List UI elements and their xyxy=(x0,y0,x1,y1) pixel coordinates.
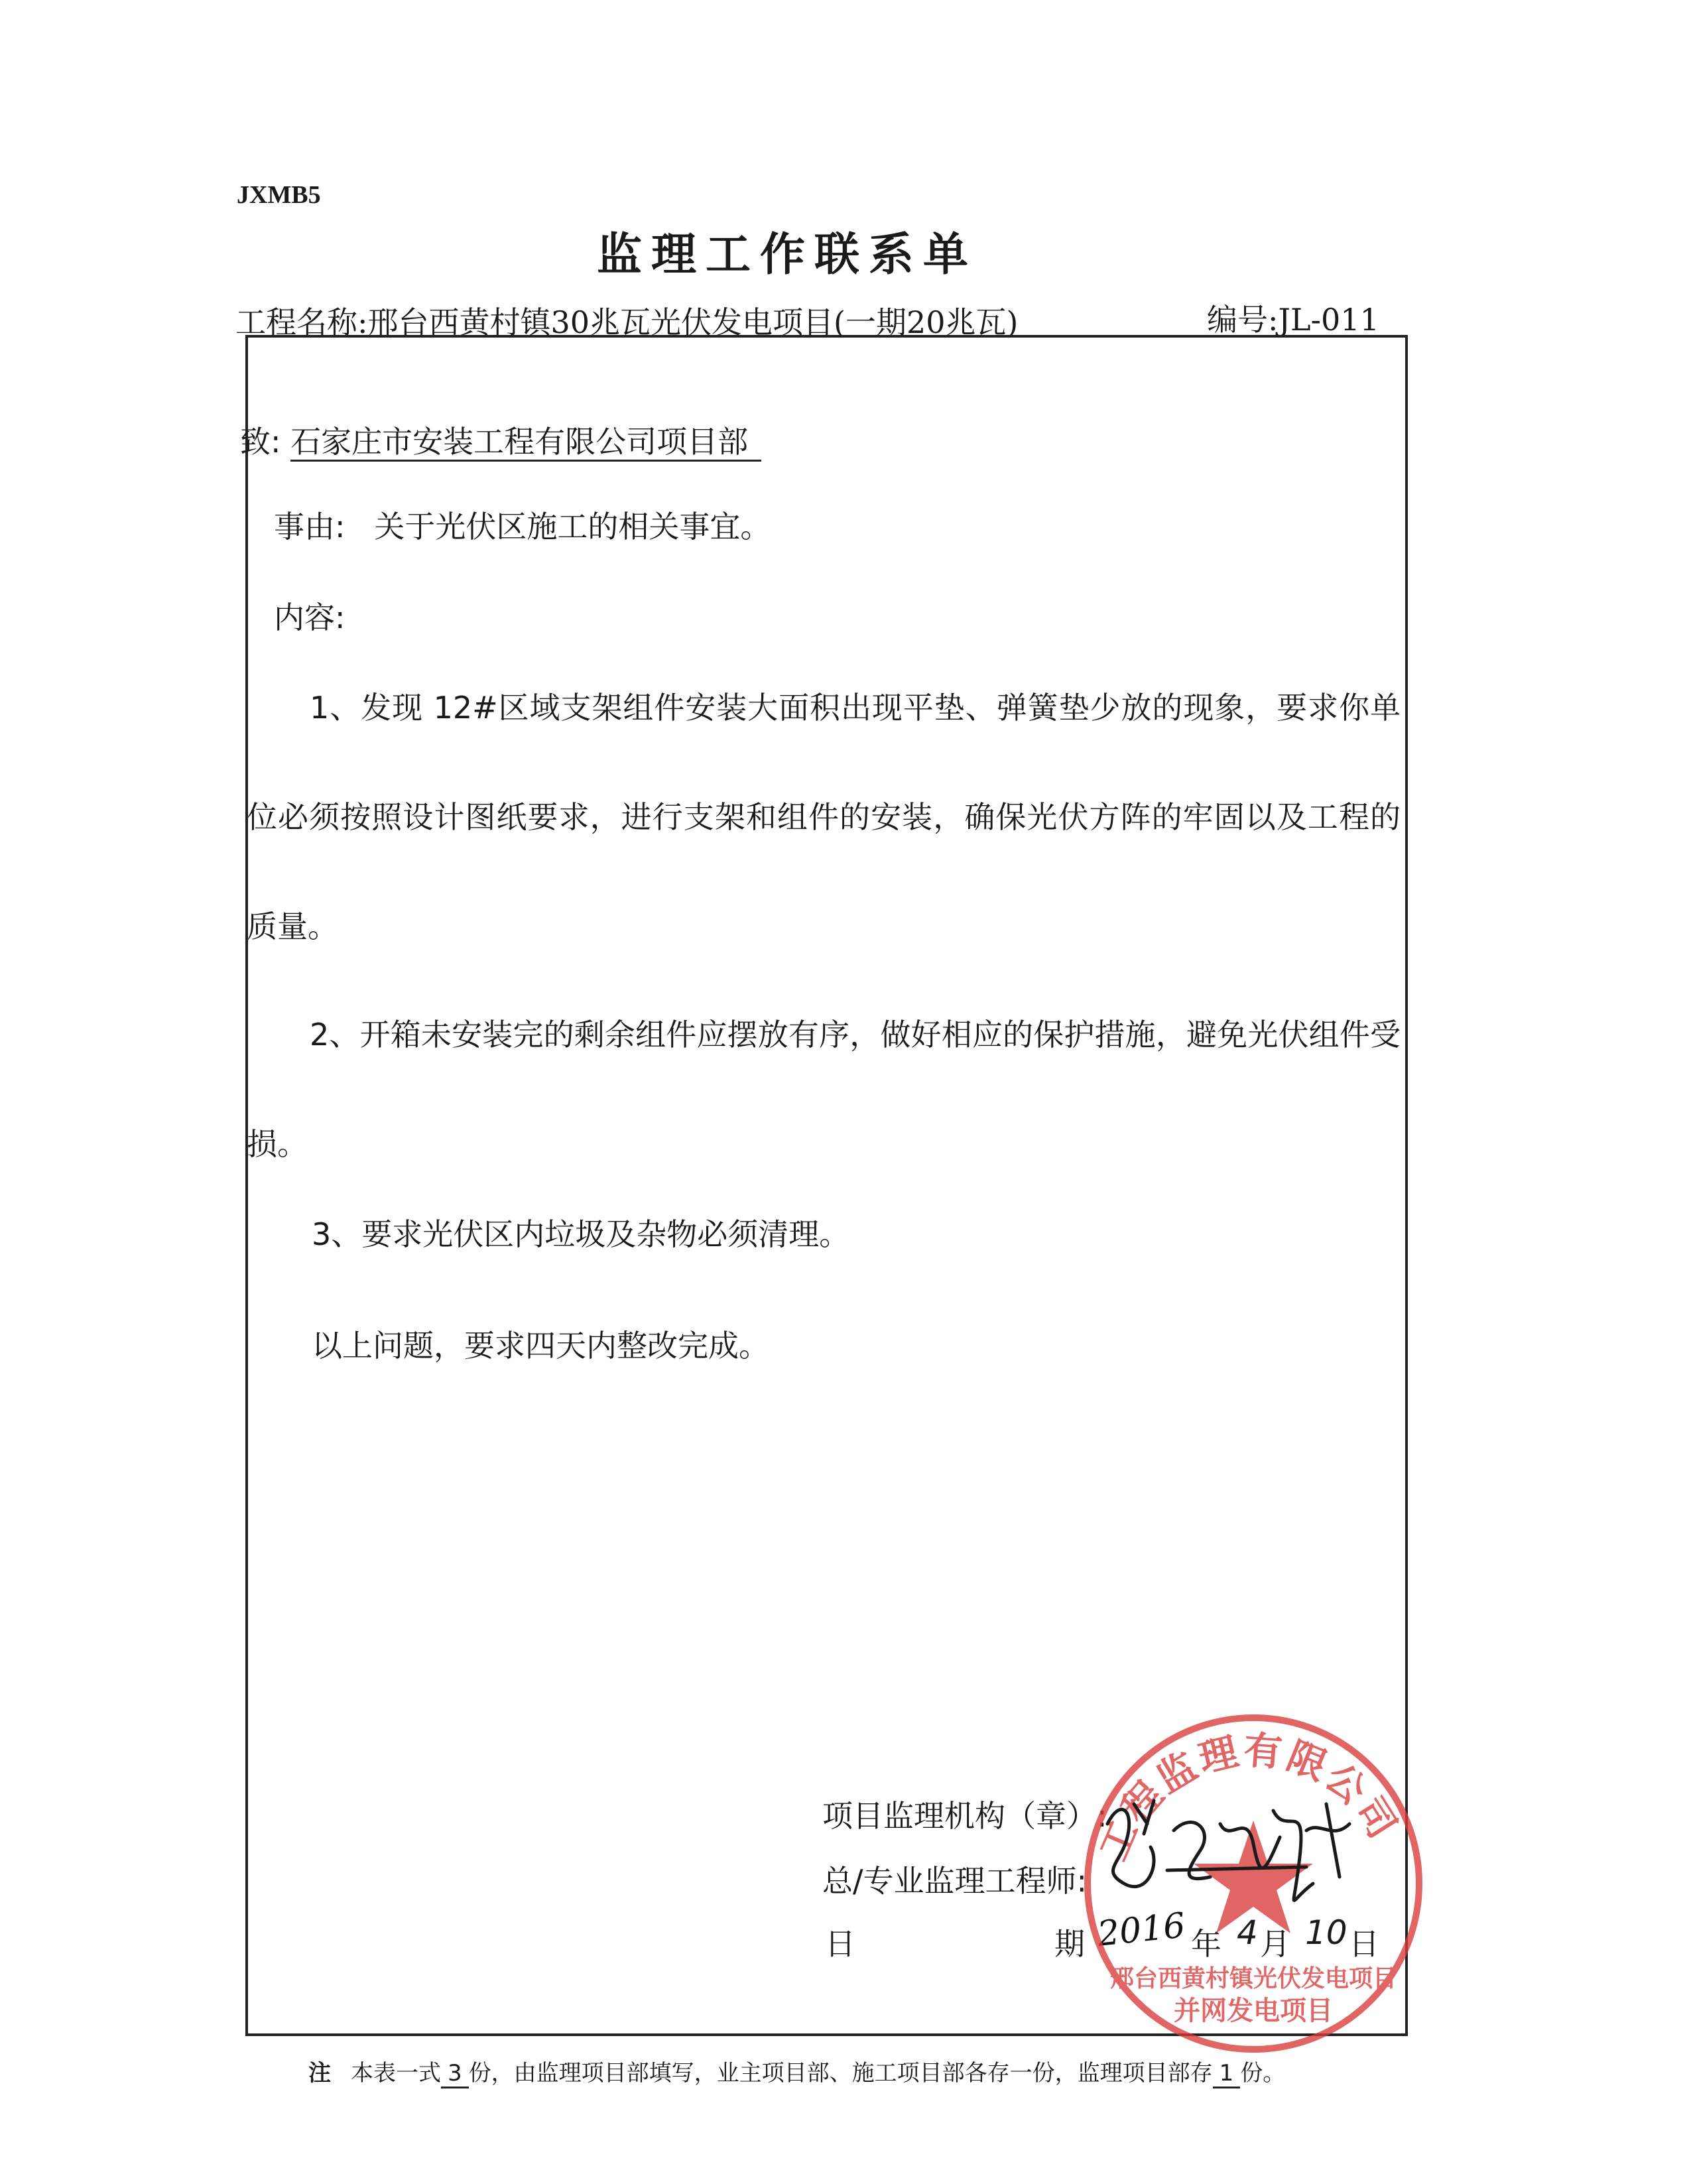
date-year: 2016 xyxy=(1096,1905,1188,1955)
date-month: 4 xyxy=(1237,1913,1258,1952)
footnote-part2: 份，由监理项目部填写，业主项目部、施工项目部各存一份，监理项目部存 xyxy=(468,2060,1213,2087)
subject-label: 事由: xyxy=(274,509,345,545)
date-label-ri: 日 xyxy=(825,1926,855,1962)
conclusion-text: 以上问题，要求四天内整改完成。 xyxy=(312,1328,769,1364)
serial-number-line xyxy=(1207,296,1379,340)
footnote-copies-kept: 1 xyxy=(1213,2060,1241,2088)
page-title: 监理工作联系单 xyxy=(597,229,978,281)
form-code: JXMB5 xyxy=(237,181,321,209)
footnote-part3: 份。 xyxy=(1240,2060,1286,2087)
recipient-value: 石家庄市安装工程有限公司项目部 xyxy=(290,424,761,462)
supervision-org-label: 项目监理机构（章）: xyxy=(822,1798,1107,1834)
content-label: 内容: xyxy=(274,600,345,635)
subject-value: 关于光伏区施工的相关事宜。 xyxy=(374,509,771,545)
footnote-part1: 本表一式 xyxy=(351,2060,441,2087)
content-item-3: 3、要求光伏区内垃圾及杂物必须清理。 xyxy=(312,1216,850,1252)
handwritten-signature xyxy=(1088,1784,1366,1930)
project-label: 工程名称: xyxy=(235,304,368,340)
date-label-qi: 期 xyxy=(1054,1926,1085,1962)
content-item-2: 2、开箱未安装完的剩余组件应摆放有序，做好相应的保护措施，避免光伏组件受损。 xyxy=(247,1017,1401,1162)
content-item-1: 1、发现 12#区域支架组件安装大面积出现平垫、弹簧垫少放的现象，要求你单位必须按照设计图纸要求，进行支架和组件的安装，确保光伏方阵的牢固以及工程的质量。 xyxy=(247,690,1401,944)
recipient-label: 致: xyxy=(240,424,281,460)
project-name: 邢台西黄村镇30兆瓦光伏发电项目(一期20兆瓦) xyxy=(367,304,1019,340)
seal-bottom-text: 并网发电项目 xyxy=(1174,1996,1333,2026)
footnote-label: 注 xyxy=(308,2060,331,2087)
engineer-label: 总/专业监理工程师: xyxy=(822,1863,1087,1899)
seal-inner-text: 邢台西黄村镇光伏发电项目 xyxy=(1109,1965,1397,1992)
footnote-copies-total: 3 xyxy=(441,2060,469,2088)
date-day: 10 xyxy=(1305,1913,1347,1952)
date-month-unit: 月 xyxy=(1260,1926,1290,1962)
serial-label: 编号: xyxy=(1207,302,1279,338)
subject-line xyxy=(274,503,771,546)
date-year-unit: 年 xyxy=(1191,1926,1221,1962)
date-day-unit: 日 xyxy=(1349,1926,1379,1962)
serial-value: JL-011 xyxy=(1278,302,1379,338)
recipient-line xyxy=(240,418,761,462)
footnote xyxy=(308,2055,1285,2087)
seal-arc-text: 工程监理有限公司 xyxy=(1090,1727,1407,1867)
